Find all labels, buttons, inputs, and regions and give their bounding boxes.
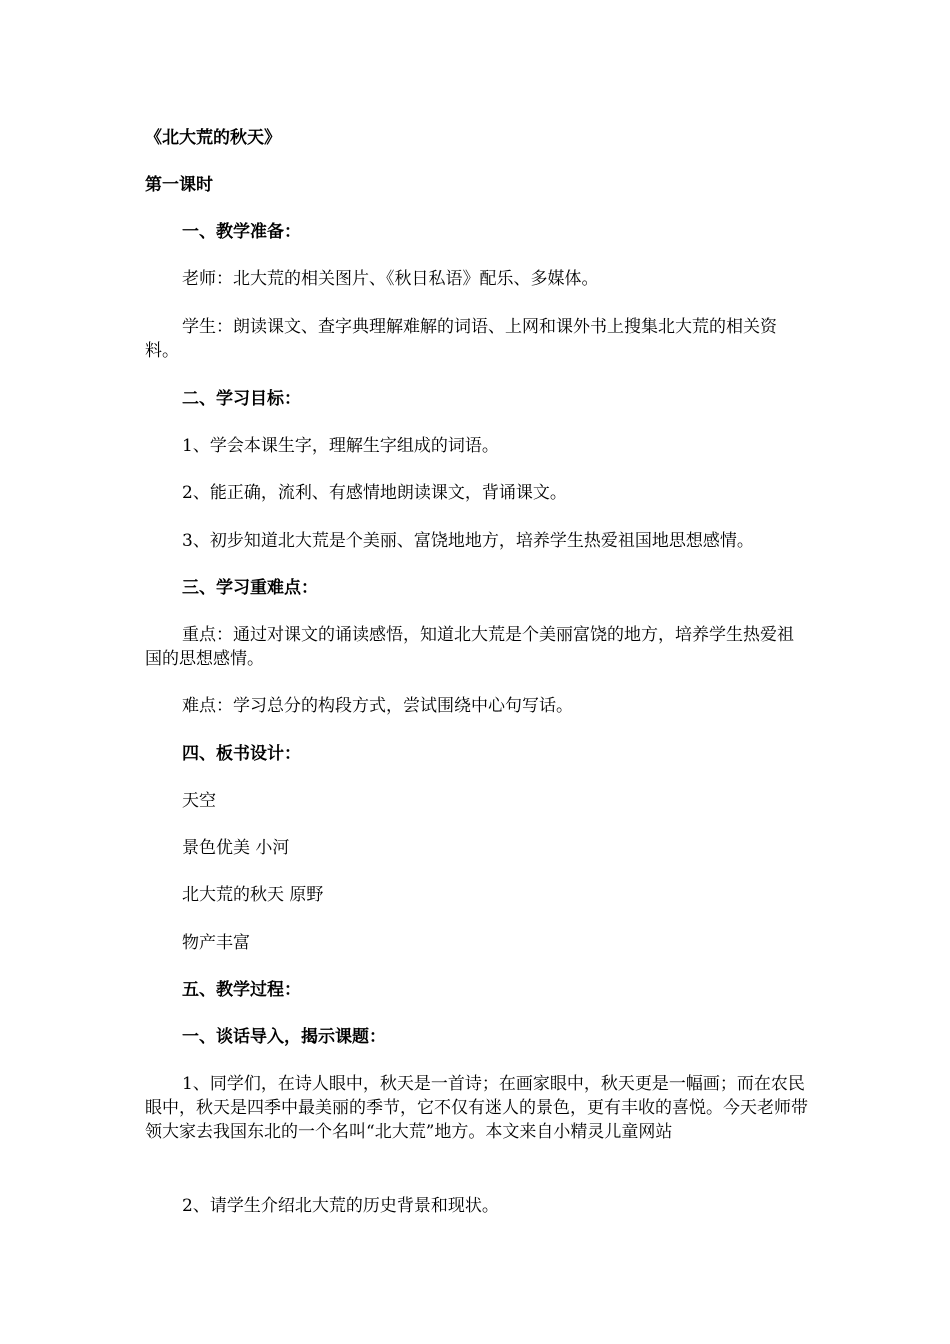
board-design-line: 北大荒的秋天 原野 [182,885,324,905]
board-design-line: 物产丰富 [182,933,250,953]
board-design-line: 天空 [182,791,216,811]
lesson-label: 第一课时 [145,175,213,195]
document-title: 《北大荒的秋天》 [145,128,281,148]
section1-teacher-paragraph: 老师：北大荒的相关图片、《秋日私语》配乐、多媒体。 [182,269,599,289]
key-point-paragraph: 重点：通过对课文的诵读感悟，知道北大荒是个美丽富饶的地方，培养学生热爱祖国的思想感情。 [145,625,794,669]
difficulty-paragraph: 难点：学习总分的构段方式，尝试围绕中心句写话。 [182,696,573,716]
section5-heading: 五、教学过程： [182,980,301,1000]
process-paragraph: 2、请学生介绍北大荒的历史背景和现状。 [182,1196,499,1216]
section3-heading: 三、学习重难点： [182,578,318,598]
process-paragraph: 1、同学们，在诗人眼中，秋天是一首诗；在画家眼中，秋天更是一幅画；而在农民眼中，秋天是四季中最美丽的季节，它不仅有迷人的景色，更有丰收的喜悦。今天老师带领大家去我国东北的一个名叫“北大荒”地方。本文来自小精灵儿童网站 [145,1074,808,1142]
section1-heading: 一、教学准备： [182,222,301,242]
section1-student-paragraph: 学生：朗读课文、查字典理解难解的词语、上网和课外书上搜集北大荒的相关资料。 [145,317,777,361]
objective-item: 2、能正确，流利、有感情地朗读课文，背诵课文。 [182,483,567,503]
board-design-line: 景色优美 小河 [182,838,290,858]
objective-item: 1、学会本课生字，理解生字组成的词语。 [182,436,499,456]
section5-subheading: 一、谈话导入，揭示课题： [182,1027,386,1047]
section4-heading: 四、板书设计： [182,744,301,764]
section2-heading: 二、学习目标： [182,389,301,409]
objective-item: 3、初步知道北大荒是个美丽、富饶地地方，培养学生热爱祖国地思想感情。 [182,531,754,551]
